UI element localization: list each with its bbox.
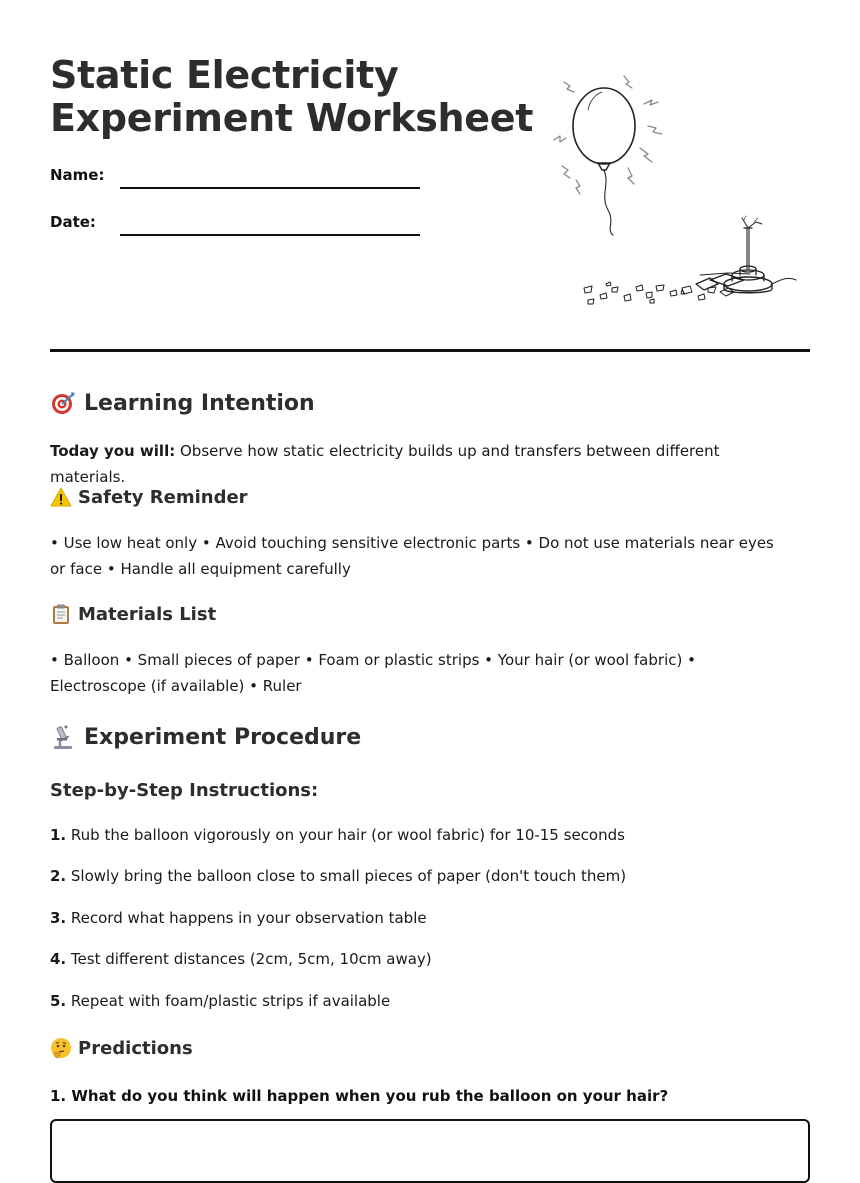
step-text: Record what happens in your observation table xyxy=(66,909,427,927)
thinking-face-icon xyxy=(50,1037,72,1059)
step-number: 2. xyxy=(50,867,67,885)
step-text: Repeat with foam/plastic strips if available xyxy=(66,992,391,1010)
safety-reminder-heading xyxy=(50,486,248,508)
step-number: 1. xyxy=(50,826,67,844)
procedure-step xyxy=(50,909,427,927)
prediction-answer-box[interactable] xyxy=(50,1119,810,1183)
procedure-step xyxy=(50,867,626,885)
prediction-question-1: 1. What do you think will happen when you rub the balloon on your hair? xyxy=(50,1087,669,1105)
target-icon xyxy=(50,390,76,416)
step-text: Test different distances (2cm, 5cm, 10cm away) xyxy=(66,950,432,968)
page-title xyxy=(50,54,533,140)
name-label: Name: xyxy=(50,166,105,184)
name-field[interactable] xyxy=(120,187,420,189)
learning-intention-title: Learning Intention xyxy=(84,390,315,416)
procedure-step xyxy=(50,950,432,968)
materials-list-heading xyxy=(50,603,216,625)
step-number: 4. xyxy=(50,950,67,968)
predictions-heading xyxy=(50,1037,193,1059)
step-number: 3. xyxy=(50,909,67,927)
step-number: 5. xyxy=(50,992,67,1010)
clipboard-icon xyxy=(50,603,72,625)
predictions-title: Predictions xyxy=(78,1037,193,1059)
step-text: Rub the balloon vigorously on your hair (or wool fabric) for 10-15 seconds xyxy=(66,826,625,844)
procedure-step xyxy=(50,826,625,844)
safety-reminder-title: Safety Reminder xyxy=(78,486,248,508)
safety-reminder-text: • Use low heat only • Avoid touching sensitive electronic parts • Do not use materials near eyes or face • Handle all equipment carefully xyxy=(50,534,774,578)
learning-intention-heading xyxy=(50,390,315,416)
experiment-procedure-heading xyxy=(50,724,361,750)
steps-subheading: Step-by-Step Instructions: xyxy=(50,780,319,801)
microscope-icon xyxy=(50,724,76,750)
header-divider xyxy=(50,349,810,352)
date-label: Date: xyxy=(50,213,96,231)
learning-intention-lead: Today you will: xyxy=(50,442,176,460)
experiment-procedure-title: Experiment Procedure xyxy=(84,724,362,750)
materials-list-title: Materials List xyxy=(78,603,217,625)
learning-intention-text xyxy=(50,438,790,490)
step-text: Slowly bring the balloon close to small pieces of paper (don't touch them) xyxy=(66,867,627,885)
title-line-1: Static Electricity xyxy=(50,53,399,97)
warning-icon xyxy=(50,486,72,508)
title-line-2: Experiment Worksheet xyxy=(50,96,534,140)
learning-intention-body: Observe how static electricity builds up and transfers between different materials. xyxy=(50,442,720,486)
materials-list-text: • Balloon • Small pieces of paper • Foam or plastic strips • Your hair (or wool fabric) • Electroscope (if available) • Ruler xyxy=(50,651,696,695)
balloon-illustration xyxy=(540,70,810,315)
procedure-step xyxy=(50,992,390,1010)
date-field[interactable] xyxy=(120,234,420,236)
